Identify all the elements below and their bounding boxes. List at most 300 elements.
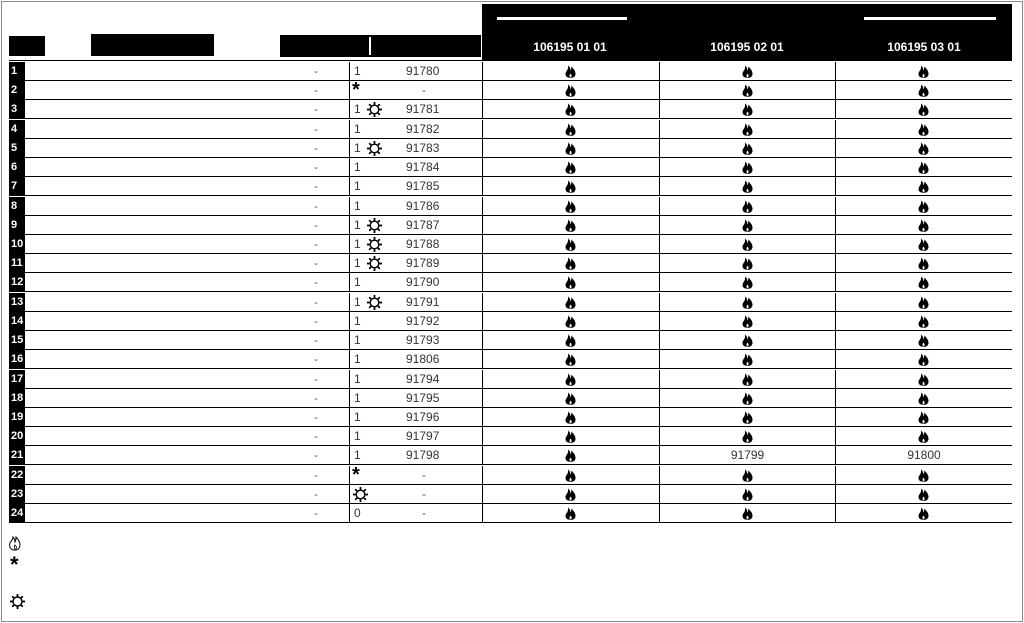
row-quantity: 1 [354, 179, 361, 194]
row-dash: - [314, 66, 318, 78]
row-dash: - [314, 354, 318, 367]
row-cell-col3 [836, 408, 1012, 427]
fire-icon [742, 506, 754, 520]
row-number: 14 [9, 312, 25, 330]
row-cell-col2 [660, 427, 836, 446]
row-cell-col2 [660, 331, 836, 350]
row-reference-cell [349, 273, 483, 292]
row-cell-col2 [660, 120, 836, 139]
fire-icon [918, 237, 930, 251]
row-cell-col1 [483, 177, 660, 196]
row-dash: - [314, 123, 318, 136]
row-cell-col3 [836, 331, 1012, 350]
row-cell-col2 [660, 293, 836, 312]
row-code: 91798 [406, 448, 440, 463]
legend-star-icon: * [10, 552, 19, 577]
row-dash: - [314, 508, 318, 521]
row-cell-col1 [483, 273, 660, 292]
row-number: 21 [9, 446, 25, 464]
fire-icon [918, 64, 930, 78]
row-code: 91794 [406, 371, 440, 386]
row-quantity: 1 [354, 429, 361, 444]
fire-icon [742, 199, 754, 213]
legend-fire-icon [9, 533, 23, 551]
row-cell-col1 [483, 370, 660, 389]
row-reference-cell [349, 350, 483, 369]
fire-icon [565, 64, 577, 78]
row-dash: - [314, 488, 318, 501]
row-code: 91790 [406, 275, 440, 290]
row-quantity: 1 [354, 448, 361, 463]
header-underline [9, 60, 1012, 61]
row-cell-col1 [483, 158, 660, 177]
fire-icon [918, 352, 930, 366]
row-cell-col2 [660, 177, 836, 196]
fire-icon [565, 410, 577, 424]
row-number: 23 [9, 485, 25, 503]
row-reference-cell [349, 485, 483, 504]
gear-icon [366, 217, 383, 234]
table-row [9, 139, 1012, 158]
row-quantity: 1 [354, 390, 361, 405]
row-number: 20 [9, 427, 25, 445]
row-cell-col3 [836, 293, 1012, 312]
row-cell-col1 [483, 466, 660, 485]
cell-value: 91799 [730, 448, 765, 463]
row-cell-col3 [836, 81, 1012, 100]
gear-icon [9, 593, 26, 610]
row-reference-cell [349, 331, 483, 350]
row-number: 19 [9, 408, 25, 426]
row-cell-col2 [660, 370, 836, 389]
row-number: 1 [9, 62, 25, 80]
table-row [9, 216, 1012, 235]
fire-icon [742, 487, 754, 501]
row-quantity: 1 [354, 352, 361, 367]
row-cell-col1 [483, 331, 660, 350]
row-number: 9 [9, 216, 25, 234]
row-cell-col1 [483, 350, 660, 369]
row-code: 91783 [406, 140, 440, 155]
row-cell-col2 [660, 389, 836, 408]
row-quantity: 1 [354, 371, 361, 386]
row-reference-cell [349, 427, 483, 446]
table-row [9, 312, 1012, 331]
row-cell-col2 [660, 466, 836, 485]
row-number: 5 [9, 139, 25, 157]
table-row [9, 254, 1012, 273]
row-code: 91793 [406, 333, 440, 348]
row-dash: - [314, 450, 318, 463]
table-row [9, 370, 1012, 389]
row-code: - [422, 467, 426, 482]
fire-icon [918, 141, 930, 155]
row-dash: - [314, 181, 318, 194]
row-cell-col3 [836, 446, 1012, 465]
row-dash: - [314, 431, 318, 444]
row-cell-col3 [836, 504, 1012, 523]
row-code: 91792 [406, 313, 440, 328]
fire-icon [742, 295, 754, 309]
row-quantity: 1 [354, 198, 361, 213]
fire-icon [742, 102, 754, 116]
row-quantity: 1 [354, 409, 361, 424]
row-reference-cell [349, 197, 483, 216]
table-row [9, 62, 1012, 81]
row-cell-col3 [836, 158, 1012, 177]
fire-icon [918, 83, 930, 97]
row-number: 16 [9, 350, 25, 368]
row-code: 91796 [406, 409, 440, 424]
fire-icon [742, 160, 754, 174]
row-cell-col1 [483, 312, 660, 331]
row-cell-col2 [660, 81, 836, 100]
row-cell-col1 [483, 446, 660, 465]
row-dash: - [314, 373, 318, 386]
row-dash: - [314, 142, 318, 155]
fire-icon [565, 372, 577, 386]
table-row [9, 350, 1012, 369]
fire-icon [565, 314, 577, 328]
row-cell-col1 [483, 254, 660, 273]
row-code: 91780 [406, 64, 440, 78]
cell-value: 91800 [907, 448, 941, 463]
fire-icon [918, 179, 930, 193]
row-code: 91786 [406, 198, 440, 213]
column-header-3-bar [864, 17, 996, 20]
row-code: 91782 [406, 121, 440, 136]
row-code: - [422, 506, 426, 521]
table-row [9, 235, 1012, 254]
table-row [9, 463, 1012, 486]
row-quantity: 1 [354, 333, 361, 348]
row-reference-cell [349, 446, 483, 465]
fire-icon [742, 468, 754, 482]
fire-icon [565, 487, 577, 501]
row-reference-cell [349, 235, 483, 254]
fire-icon [742, 237, 754, 251]
column-header-2-label: 106195 02 01 [710, 40, 784, 54]
fire-icon [918, 102, 930, 116]
fire-icon [742, 83, 754, 97]
fire-icon [742, 275, 754, 289]
fire-icon [565, 295, 577, 309]
fire-icon [918, 410, 930, 424]
row-number: 12 [9, 273, 25, 291]
row-cell-col2 [660, 158, 836, 177]
row-reference-cell [349, 120, 483, 139]
table-row [9, 293, 1012, 312]
row-quantity: 1 [354, 160, 361, 175]
row-number: 2 [9, 81, 25, 99]
row-reference-cell [349, 463, 483, 486]
fire-icon [918, 295, 930, 309]
fire-icon [918, 160, 930, 174]
fire-icon [918, 275, 930, 289]
row-cell-col2 [660, 504, 836, 523]
row-reference-cell [349, 177, 483, 196]
row-code: 91784 [406, 160, 440, 175]
legend-gear-icon [9, 593, 26, 610]
row-cell-col3 [836, 235, 1012, 254]
fire-icon [742, 122, 754, 136]
row-cell-col3 [836, 254, 1012, 273]
row-reference-cell [349, 370, 483, 389]
row-cell-col2 [660, 350, 836, 369]
fire-icon [742, 218, 754, 232]
row-dash: - [314, 200, 318, 213]
fire-icon [918, 333, 930, 347]
row-reference-cell [349, 139, 483, 158]
row-number: 13 [9, 293, 25, 311]
row-code: 91781 [406, 102, 440, 117]
row-reference-cell [349, 293, 483, 312]
row-quantity: 0 [354, 506, 361, 521]
row-dash: - [314, 104, 318, 117]
fire-icon [565, 256, 577, 270]
fire-icon [742, 64, 754, 78]
fire-icon [742, 410, 754, 424]
row-cell-col3 [836, 216, 1012, 235]
row-dash: - [314, 162, 318, 175]
row-cell-col3 [836, 139, 1012, 158]
row-reference-cell [349, 312, 483, 331]
column-header-1 [482, 4, 658, 60]
row-code: 91791 [406, 294, 440, 309]
gear-icon [366, 140, 383, 157]
row-code: 91785 [406, 179, 440, 194]
fire-icon [742, 256, 754, 270]
row-code: 91788 [406, 236, 440, 251]
fire-icon [918, 256, 930, 270]
fire-icon [742, 352, 754, 366]
fire-icon [565, 468, 577, 482]
row-code: 91795 [406, 390, 440, 405]
table-row [9, 177, 1012, 196]
row-cell-col3 [836, 100, 1012, 119]
gear-icon [366, 236, 383, 253]
row-reference-cell [349, 158, 483, 177]
fire-icon [742, 179, 754, 193]
fire-icon [565, 429, 577, 443]
row-cell-col1 [483, 120, 660, 139]
fire-icon [918, 314, 930, 328]
row-cell-col2 [660, 273, 836, 292]
row-number: 4 [9, 120, 25, 138]
row-quantity: 1 [354, 313, 361, 328]
fire-icon [565, 237, 577, 251]
row-cell-col2 [660, 312, 836, 331]
fire-icon [742, 372, 754, 386]
table-row [9, 120, 1012, 139]
row-cell-col3 [836, 273, 1012, 292]
row-cell-col3 [836, 350, 1012, 369]
row-code: 91787 [406, 217, 440, 232]
row-dash: - [314, 392, 318, 405]
header-ref-block [280, 35, 481, 57]
row-quantity: 1 [354, 217, 361, 232]
table-row [9, 273, 1012, 292]
row-reference-cell [349, 504, 483, 523]
row-number: 11 [9, 254, 25, 272]
gear-icon [366, 294, 383, 311]
fire-icon [565, 160, 577, 174]
star-icon: * [352, 79, 360, 102]
fire-icon [565, 448, 577, 462]
row-cell-col1 [483, 293, 660, 312]
row-reference-cell [349, 216, 483, 235]
row-quantity: 1 [354, 102, 361, 117]
column-header-3 [836, 4, 1012, 60]
row-cell-col1 [483, 139, 660, 158]
row-code: 91789 [406, 256, 440, 271]
row-cell-col2 [660, 62, 836, 81]
row-cell-col3 [836, 427, 1012, 446]
table-row [9, 81, 1012, 100]
row-number: 10 [9, 235, 25, 253]
row-cell-col1 [483, 216, 660, 235]
fire-icon [565, 275, 577, 289]
fire-icon [565, 83, 577, 97]
row-number: 24 [9, 504, 25, 522]
fire-icon [565, 122, 577, 136]
fire-icon [565, 199, 577, 213]
row-number: 6 [9, 158, 25, 176]
row-cell-col2 [660, 446, 836, 465]
row-reference-cell [349, 81, 483, 100]
row-cell-col3 [836, 197, 1012, 216]
row-number: 15 [9, 331, 25, 349]
row-dash: - [314, 219, 318, 232]
table-row [9, 446, 1012, 465]
fire-icon [918, 372, 930, 386]
row-cell-col2 [660, 485, 836, 504]
row-reference-cell [349, 254, 483, 273]
table-row [9, 408, 1012, 427]
gear-icon [352, 486, 369, 503]
row-number: 8 [9, 197, 25, 215]
row-cell-col2 [660, 254, 836, 273]
fire-icon [565, 102, 577, 116]
fire-icon [565, 333, 577, 347]
row-reference-cell [349, 62, 483, 81]
row-dash: - [314, 315, 318, 328]
fire-icon [742, 333, 754, 347]
fire-icon [918, 391, 930, 405]
table-row [9, 427, 1012, 446]
row-cell-col1 [483, 485, 660, 504]
header-rownum-block [9, 36, 45, 56]
row-quantity: 1 [354, 140, 361, 155]
row-dash: - [314, 296, 318, 309]
row-dash: - [314, 238, 318, 251]
row-number: 7 [9, 177, 25, 195]
row-dash: - [314, 335, 318, 348]
fire-icon [742, 141, 754, 155]
row-quantity: 1 [354, 275, 361, 290]
fire-icon [565, 218, 577, 232]
row-quantity: 1 [354, 294, 361, 309]
row-cell-col3 [836, 177, 1012, 196]
row-cell-col3 [836, 389, 1012, 408]
row-dash: - [314, 85, 318, 98]
row-cell-col1 [483, 504, 660, 523]
row-cell-col3 [836, 120, 1012, 139]
row-code: 91806 [406, 352, 440, 367]
fire-icon [918, 506, 930, 520]
fire-icon [565, 141, 577, 155]
row-cell-col3 [836, 485, 1012, 504]
row-cell-col1 [483, 81, 660, 100]
fire-icon [918, 468, 930, 482]
row-cell-col1 [483, 197, 660, 216]
row-cell-col2 [660, 197, 836, 216]
row-cell-col1 [483, 408, 660, 427]
row-cell-col2 [660, 408, 836, 427]
row-dash: - [314, 469, 318, 482]
table-row [9, 197, 1012, 216]
table-row [9, 389, 1012, 408]
header-description-block [91, 34, 214, 56]
fire-icon [918, 199, 930, 213]
row-cell-col2 [660, 139, 836, 158]
row-number: 18 [9, 389, 25, 407]
row-number: 3 [9, 100, 25, 118]
row-code: - [422, 83, 426, 98]
row-cell-col3 [836, 370, 1012, 389]
row-reference-cell [349, 408, 483, 427]
fire-icon [918, 122, 930, 136]
row-quantity: 1 [354, 256, 361, 271]
star-icon: * [352, 463, 360, 486]
row-cell-col2 [660, 100, 836, 119]
row-quantity: 1 [354, 121, 361, 136]
row-code: 91797 [406, 429, 440, 444]
fire-icon [565, 391, 577, 405]
row-number: 17 [9, 370, 25, 388]
fire-icon [918, 487, 930, 501]
fire-icon [565, 352, 577, 366]
fire-icon [918, 218, 930, 232]
row-cell-col3 [836, 312, 1012, 331]
gear-icon [366, 255, 383, 272]
row-cell-col1 [483, 235, 660, 254]
column-header-2 [658, 4, 836, 60]
row-quantity: 1 [354, 64, 361, 78]
table-row [9, 504, 1012, 523]
row-number: 22 [9, 466, 25, 484]
fire-icon [742, 391, 754, 405]
row-reference-cell [349, 100, 483, 119]
row-cell-col1 [483, 427, 660, 446]
fire-icon [742, 314, 754, 328]
table-row [9, 485, 1012, 504]
header-ref-divider [369, 37, 371, 55]
fire-icon [742, 429, 754, 443]
row-cell-col3 [836, 62, 1012, 81]
row-dash: - [314, 258, 318, 271]
row-cell-col3 [836, 466, 1012, 485]
column-header-1-label: 106195 01 01 [533, 40, 607, 54]
row-cell-col2 [660, 216, 836, 235]
fire-icon [565, 506, 577, 520]
row-dash: - [314, 411, 318, 424]
row-cell-col1 [483, 100, 660, 119]
table-row [9, 331, 1012, 350]
row-cell-col1 [483, 62, 660, 81]
column-header-3-label: 106195 03 01 [887, 40, 961, 54]
fire-icon [918, 429, 930, 443]
